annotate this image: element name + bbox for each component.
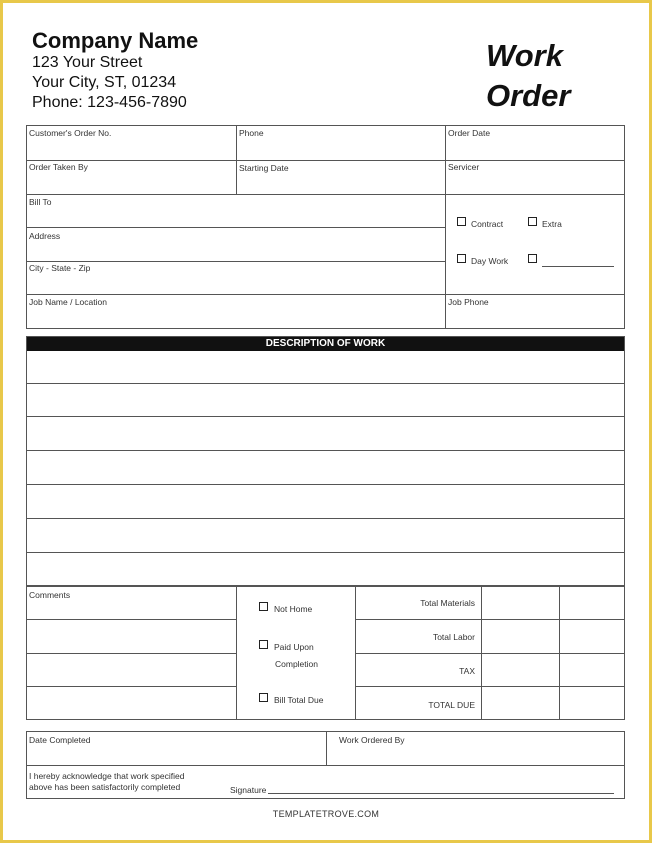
divider xyxy=(445,125,446,329)
job-name-location-field[interactable]: Job Name / Location xyxy=(29,297,107,307)
total-materials-label: Total Materials xyxy=(420,598,475,608)
order-taken-by-field[interactable]: Order Taken By xyxy=(29,162,88,172)
description-row-line[interactable] xyxy=(26,383,625,384)
description-row-line[interactable] xyxy=(26,484,625,485)
total-labor-label: Total Labor xyxy=(432,632,475,642)
description-table xyxy=(26,336,625,586)
other-checkbox[interactable] xyxy=(528,254,537,263)
day-work-checkbox[interactable] xyxy=(457,254,466,263)
acknowledgement-line-2: above has been satisfactorily completed xyxy=(29,782,181,792)
extra-label: Extra xyxy=(542,219,562,229)
footer-site: TEMPLATETROVE.COM xyxy=(272,809,380,819)
divider xyxy=(26,227,445,228)
contract-checkbox[interactable] xyxy=(457,217,466,226)
description-header: DESCRIPTION OF WORK xyxy=(26,336,625,351)
bill-total-due-checkbox[interactable] xyxy=(259,693,268,702)
customer-order-no-field[interactable]: Customer's Order No. xyxy=(29,128,112,138)
title-line-1: Work xyxy=(486,38,563,73)
city-state-zip-field[interactable]: City - State - Zip xyxy=(29,263,91,273)
company-name: Company Name xyxy=(32,28,199,53)
date-completed-field[interactable]: Date Completed xyxy=(29,735,91,745)
paid-upon-label: Paid Upon xyxy=(274,642,314,652)
order-date-field[interactable]: Order Date xyxy=(448,128,491,138)
divider xyxy=(236,125,237,194)
company-street: 123 Your Street xyxy=(32,54,143,71)
signature-label: Signature xyxy=(230,785,267,795)
divider xyxy=(26,261,445,262)
signature-line[interactable] xyxy=(268,793,614,794)
document-title xyxy=(486,36,570,116)
divider xyxy=(26,686,236,687)
bill-to-field[interactable]: Bill To xyxy=(29,197,52,207)
title-line-2: Order xyxy=(486,78,571,113)
not-home-label: Not Home xyxy=(274,604,313,614)
divider xyxy=(355,619,625,620)
divider xyxy=(355,686,625,687)
divider xyxy=(326,731,327,765)
divider xyxy=(26,160,625,161)
description-row-line[interactable] xyxy=(26,416,625,417)
servicer-field[interactable]: Servicer xyxy=(448,162,480,172)
description-row-line[interactable] xyxy=(26,552,625,553)
completion-label: Completion xyxy=(275,659,318,669)
comments-field[interactable]: Comments xyxy=(29,590,71,600)
paid-upon-completion-checkbox[interactable] xyxy=(259,640,268,649)
divider xyxy=(26,765,625,766)
not-home-checkbox[interactable] xyxy=(259,602,268,611)
tax-label: TAX xyxy=(459,666,475,676)
starting-date-field[interactable]: Starting Date xyxy=(239,163,289,173)
bill-total-due-label: Bill Total Due xyxy=(274,695,324,705)
divider xyxy=(26,619,236,620)
other-blank-line[interactable] xyxy=(542,266,614,267)
total-due-label: TOTAL DUE xyxy=(428,700,475,710)
company-city: Your City, ST, 01234 xyxy=(32,74,177,91)
company-phone: Phone: 123-456-7890 xyxy=(32,94,187,111)
phone-field[interactable]: Phone xyxy=(239,128,264,138)
acknowledgement-line-1: I hereby acknowledge that work specified xyxy=(29,771,185,781)
divider xyxy=(236,586,237,720)
extra-checkbox[interactable] xyxy=(528,217,537,226)
divider xyxy=(26,653,236,654)
description-row-line[interactable] xyxy=(26,450,625,451)
work-ordered-by-field[interactable]: Work Ordered By xyxy=(339,735,405,745)
day-work-label: Day Work xyxy=(471,256,509,266)
job-phone-field[interactable]: Job Phone xyxy=(448,297,489,307)
description-row-line[interactable] xyxy=(26,518,625,519)
contract-label: Contract xyxy=(471,219,504,229)
divider xyxy=(26,294,625,295)
divider xyxy=(26,194,625,195)
divider xyxy=(355,653,625,654)
address-field[interactable]: Address xyxy=(29,231,61,241)
